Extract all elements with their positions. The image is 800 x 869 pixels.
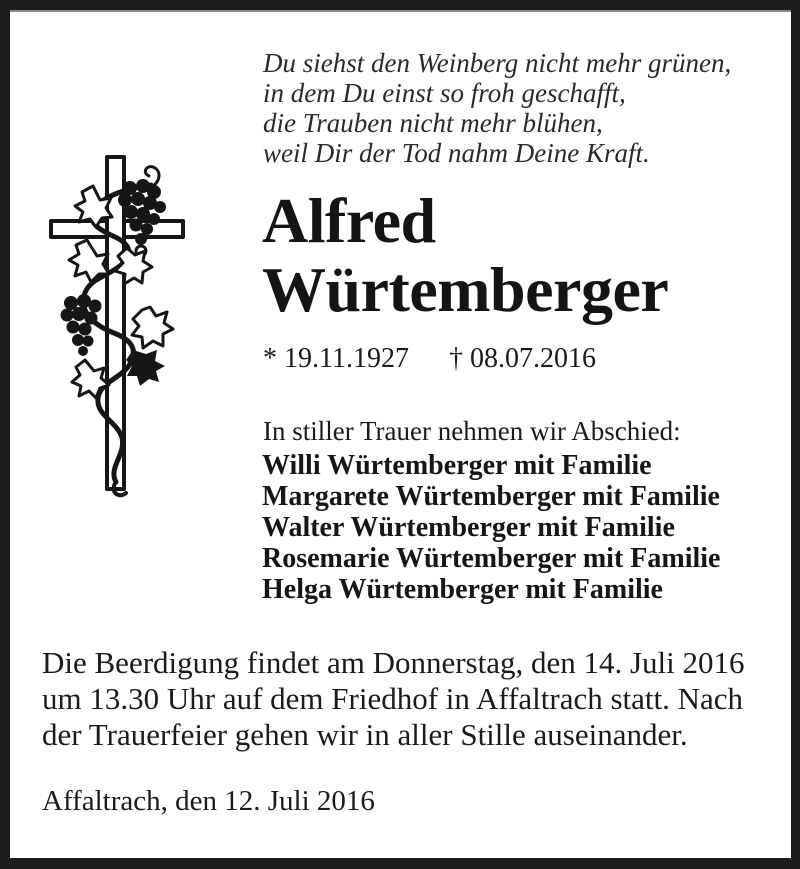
deceased-last-name: Würtemberger xyxy=(262,254,669,325)
deceased-first-name: Alfred xyxy=(262,185,436,256)
mourner-line: Margarete Würtemberger mit Familie xyxy=(262,481,720,512)
poem-line: Du siehst den Weinberg nicht mehr grünen, xyxy=(263,48,732,78)
mourner-line: Rosemarie Würtemberger mit Familie xyxy=(262,543,721,574)
funeral-line: um 13.30 Uhr auf dem Friedhof in Affaltrach statt. Nach xyxy=(42,681,744,716)
mourner-line: Helga Würtemberger mit Familie xyxy=(262,574,663,605)
funeral-announcement xyxy=(42,645,745,753)
cross-grapevine-icon xyxy=(30,130,230,510)
deceased-name xyxy=(262,186,668,324)
farewell-intro: In stiller Trauer nehmen wir Abschied: xyxy=(263,416,681,446)
mourner-line: Willi Würtemberger mit Familie xyxy=(262,450,652,481)
life-dates xyxy=(263,342,596,376)
funeral-line: Die Beerdigung findet am Donnerstag, den 14. Juli 2016 xyxy=(42,645,745,680)
vine-leaf-dark xyxy=(126,350,165,386)
death-date: † 08.07.2016 xyxy=(448,343,596,374)
mourners-list xyxy=(262,450,720,605)
poem-line: die Trauben nicht mehr blühen, xyxy=(263,108,603,138)
poem-line: in dem Du einst so froh geschafft, xyxy=(263,78,626,108)
birth-date: * 19.11.1927 xyxy=(263,343,409,374)
place-dateline: Affaltrach, den 12. Juli 2016 xyxy=(42,785,375,817)
obituary-sheet xyxy=(10,10,791,858)
funeral-line: der Trauerfeier gehen wir in aller Stille auseinander. xyxy=(42,717,688,752)
mourner-line: Walter Würtemberger mit Familie xyxy=(262,512,675,543)
memorial-poem xyxy=(263,48,731,168)
poem-line: weil Dir der Tod nahm Deine Kraft. xyxy=(263,138,650,168)
